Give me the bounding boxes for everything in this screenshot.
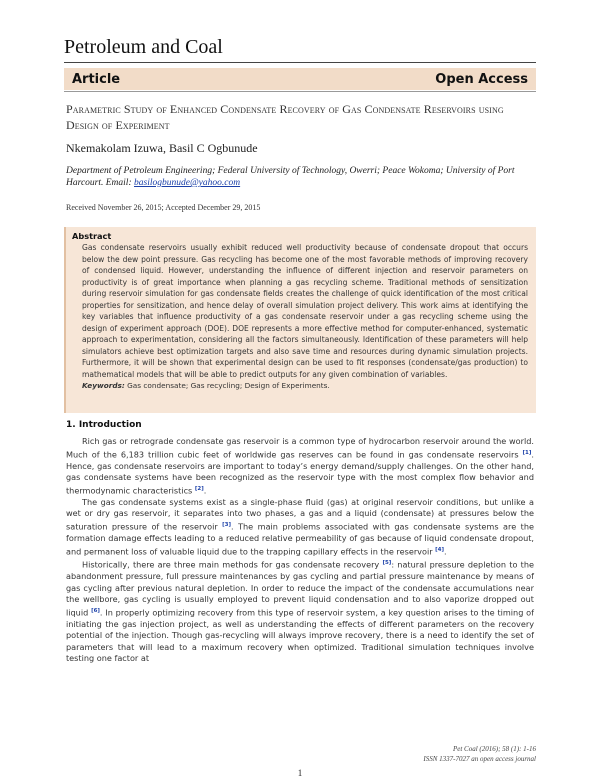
email-link[interactable]: basilogbunude@yahoo.com [134,178,241,188]
paragraph-text: Historically, there are three main methods for gas condensate recovery [82,559,383,570]
article-type-band [64,68,536,90]
authors: Nkemakolam Izuwa, Basil C Ogbunude [66,141,258,155]
keywords-line [82,381,528,390]
article-label: Article [72,71,121,87]
paragraph-text: . [443,546,447,557]
abstract-text: Gas condensate reservoirs usually exhibit reduced well productivity because of condensate dropout that occurs below the dew point pressure. Gas recycling has become one of the most favorable methods of improving recovery of condensed liquid. However, understanding the influence of different injection and reservoir parameters on productivity is of great importance when planning a gas recycling scheme. Traditional methods of sensitization during reservoir simulation for gas condensate fields creates the challenge of quick identification of the most critical properties for sensitization, and hence delay of overall simulation project delivery. This work aims at identifying the key variables that influence productivity of a gas condensate reservoir under a gas recycling scheme using the design of experiment approach (DOE). DOE represents a more effective method for computer-enhanced, systematic approach to experimentation, considering all the factors simultaneously. Identification of these parameters will help simulators achieve best optimization targets and also save time and resources during dynamic simulation projects. Furthermore, it will be shown that experimental design can be used to fit responses (condensate/gas production) to mathematical models that will be able to predict outputs for any given combination of variables. [82,243,528,379]
paragraph-text: . In properly optimizing recovery from this type of reservoir system, a key question arises to the timing of initiating the gas injection project, as well as understanding the effects of different parameters on the recovery potential of the injection. Though gas-recycling will always improve recovery, there is a need to identify the set of parameters that will lead to a maximum recovery when optimized. Traditional simulation techniques involve testing one factor at [66,607,535,664]
section-heading: 1. Introduction [66,420,142,430]
paragraph [66,436,534,497]
citation-link[interactable]: [6] [91,607,100,614]
header-rule [64,62,536,63]
citation-link[interactable]: [2] [194,485,204,492]
page-number: 1 [297,768,303,778]
paragraph-text: The gas condensate systems exist as a single-phase fluid (gas) at original reservoir conditions, but unlike a wet or dry gas reservoir, it separates into two phases, a gas and a liquid (condensate) at pressures below the saturation pressure of the reservoir [66,496,534,532]
citation-link[interactable]: [5] [382,559,392,566]
received-dates: Received November 26, 2015; Accepted December 29, 2015 [66,203,261,212]
paragraph-text: . [203,485,207,496]
band-rule [64,91,536,92]
issn-footer: ISSN 1337-7027 an open access journal [423,755,536,763]
journal-title: Petroleum and Coal [64,36,223,58]
citation-footer: Pet Coal (2016); 58 (1): 1-16 [452,745,536,753]
paper-title: Parametric Study of Enhanced Condensate Recovery of Gas Condensate Reservoirs using Design of Experiment [66,102,504,132]
paragraph-text: Rich gas or retrograde condensate gas reservoir is a common type of hydrocarbon reservoir around the world. Much of the 6,183 trillion cubic feet of worldwide gas reserves can be found in gas condensate reservoirs [66,436,534,460]
introduction-body [66,436,534,665]
citation-link[interactable]: [1] [522,449,532,456]
abstract-heading: Abstract [72,231,112,241]
paragraph-text: . The main problems associated with gas condensate systems are the formation damage effects leading to a reduced relative permeability of gas because of liquid condensate dropout, and permanent loss of valuable liquid due to the trapping capillary effects in the reservoir [66,521,534,557]
affiliation [66,165,536,189]
paragraph-text: . Hence, gas condensate reservoirs are important to today’s energy demand/supply challenges. On the other hand, gas condensate systems have been recognized as the reservoir type with the most complex flow behavior and thermodynamic characteristics [66,449,534,496]
paragraph-text: : natural pressure depletion to the abandonment pressure, full pressure maintenances by gas cycling and partial pressure maintenance by means of gas cycling after previous natural depletion. In order to reduce the impact of the condensate accumulations near the wellbore, gas cycling is usually employed to prevent liquid condensation and to also vaporize dropped out liquid [66,559,534,618]
citation-link[interactable]: [3] [222,521,232,528]
keywords-text: Gas condensate; Gas recycling; Design of Experiments. [127,381,330,390]
paragraph [66,497,534,558]
abstract-box [64,227,536,413]
citation-link[interactable]: [4] [435,546,444,553]
journal-footer [423,744,536,764]
paragraph [66,558,534,665]
keywords-label: Keywords: [82,381,125,390]
open-access-label: Open Access [435,71,528,87]
affiliation-text: Department of Petroleum Engineering; Federal University of Technology, Owerri; Peace Wokoma; University of Port Harcourt. Email: [66,166,515,188]
